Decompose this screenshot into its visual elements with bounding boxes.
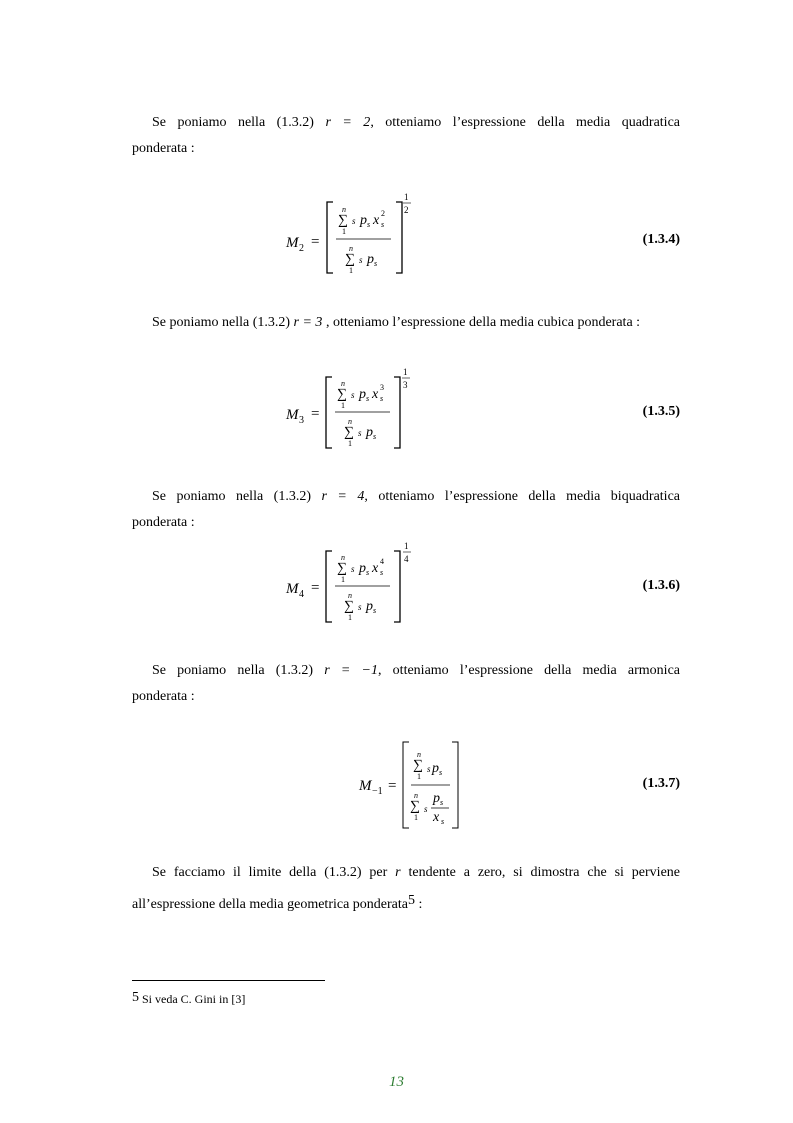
svg-text:p: p bbox=[359, 387, 366, 402]
svg-text:=: = bbox=[311, 580, 320, 596]
svg-text:p: p bbox=[366, 425, 373, 440]
svg-text:∑: ∑ bbox=[413, 758, 423, 773]
svg-text:1: 1 bbox=[341, 575, 345, 584]
inline-math: r = 3 bbox=[293, 315, 323, 330]
footnote-mark: 5 bbox=[132, 990, 139, 1005]
footnote bbox=[132, 990, 245, 1007]
svg-text:n: n bbox=[341, 553, 345, 562]
paragraph-quadratic-cont: ponderata : bbox=[132, 141, 195, 156]
inline-math: r = 2 bbox=[325, 115, 371, 130]
svg-text:n: n bbox=[348, 417, 352, 426]
svg-text:=: = bbox=[388, 778, 397, 794]
svg-text:2: 2 bbox=[404, 205, 409, 215]
svg-text:p: p bbox=[366, 599, 373, 614]
svg-text:s: s bbox=[424, 804, 428, 814]
svg-text:1: 1 bbox=[404, 541, 409, 551]
svg-text:p: p bbox=[367, 252, 374, 267]
svg-text:1: 1 bbox=[403, 367, 408, 377]
svg-text:x: x bbox=[372, 387, 379, 402]
svg-text:x: x bbox=[433, 810, 440, 825]
svg-text:s: s bbox=[427, 764, 431, 774]
svg-text:s: s bbox=[439, 768, 443, 777]
svg-text:M: M bbox=[286, 407, 299, 423]
equation-1-3-5 bbox=[0, 366, 793, 456]
formula-m3 bbox=[280, 366, 420, 456]
formula-m2 bbox=[280, 190, 420, 280]
svg-text:1: 1 bbox=[348, 439, 352, 448]
svg-text:s: s bbox=[352, 216, 356, 226]
svg-text:n: n bbox=[342, 205, 346, 214]
svg-text:4: 4 bbox=[299, 589, 304, 600]
svg-text:2: 2 bbox=[381, 209, 385, 218]
svg-text:∑: ∑ bbox=[344, 425, 354, 440]
svg-text:1: 1 bbox=[417, 772, 421, 781]
equation-1-3-6 bbox=[0, 540, 793, 630]
svg-text:=: = bbox=[311, 234, 320, 250]
svg-text:M: M bbox=[286, 581, 299, 597]
paragraph-quadratic: Se poniamo nella (1.3.2) r = 2, otteniamo l’espressione della media quadratica bbox=[152, 115, 680, 130]
svg-text:s: s bbox=[373, 606, 377, 615]
inline-math: r = 4 bbox=[321, 489, 365, 504]
svg-text:2: 2 bbox=[299, 243, 304, 254]
svg-text:=: = bbox=[311, 406, 320, 422]
equation-1-3-7 bbox=[0, 738, 793, 833]
paragraph-geometric-cont: all’espressione della media geometrica ponderata5 : bbox=[132, 893, 423, 912]
equation-number: (1.3.4) bbox=[642, 232, 680, 247]
svg-text:∑: ∑ bbox=[344, 599, 354, 614]
paragraph-cubic: Se poniamo nella (1.3.2) r = 3 , otteniamo l’espressione della media cubica ponderata : bbox=[152, 315, 641, 330]
svg-text:s: s bbox=[366, 568, 370, 577]
svg-text:1: 1 bbox=[414, 813, 418, 822]
svg-text:s: s bbox=[440, 798, 444, 807]
svg-text:1: 1 bbox=[348, 613, 352, 622]
svg-text:n: n bbox=[349, 244, 353, 253]
svg-text:n: n bbox=[414, 791, 418, 800]
equation-number: (1.3.6) bbox=[642, 578, 680, 593]
svg-text:∑: ∑ bbox=[410, 799, 420, 814]
svg-text:1: 1 bbox=[341, 401, 345, 410]
inline-math: r bbox=[395, 865, 401, 880]
svg-text:n: n bbox=[341, 379, 345, 388]
svg-text:−1: −1 bbox=[372, 786, 383, 797]
svg-text:∑: ∑ bbox=[345, 252, 355, 267]
svg-text:s: s bbox=[380, 568, 384, 577]
paragraph-biquadratic: Se poniamo nella (1.3.2) r = 4, otteniamo l’espressione della media biquadratica bbox=[152, 489, 680, 504]
equation-number: (1.3.7) bbox=[642, 776, 680, 791]
svg-text:∑: ∑ bbox=[337, 387, 347, 402]
svg-text:4: 4 bbox=[380, 557, 384, 566]
footnote-separator bbox=[132, 980, 325, 981]
svg-text:1: 1 bbox=[349, 266, 353, 275]
paragraph-harmonic: Se poniamo nella (1.3.2) r = −1, otteniamo l’espressione della media armonica bbox=[152, 663, 681, 678]
page-number: 13 bbox=[389, 1074, 404, 1090]
svg-text:M: M bbox=[359, 778, 372, 794]
svg-text:s: s bbox=[358, 602, 362, 612]
svg-text:4: 4 bbox=[404, 554, 409, 564]
svg-text:s: s bbox=[374, 259, 378, 268]
svg-text:1: 1 bbox=[342, 227, 346, 236]
svg-text:s: s bbox=[351, 564, 355, 574]
svg-text:3: 3 bbox=[403, 380, 408, 390]
svg-text:s: s bbox=[366, 394, 370, 403]
svg-text:s: s bbox=[359, 255, 363, 265]
paragraph-harmonic-cont: ponderata : bbox=[132, 689, 195, 704]
svg-text:x: x bbox=[373, 213, 380, 228]
formula-m4 bbox=[280, 540, 420, 630]
svg-text:p: p bbox=[433, 791, 440, 806]
svg-text:p: p bbox=[359, 561, 366, 576]
equation-number: (1.3.5) bbox=[642, 404, 680, 419]
svg-text:3: 3 bbox=[380, 383, 384, 392]
svg-text:s: s bbox=[380, 394, 384, 403]
svg-text:s: s bbox=[351, 390, 355, 400]
paragraph-biquadratic-cont: ponderata : bbox=[132, 515, 195, 530]
equation-1-3-4 bbox=[0, 190, 793, 280]
svg-text:n: n bbox=[417, 750, 421, 759]
svg-text:x: x bbox=[372, 561, 379, 576]
footnote-reference[interactable]: 5 bbox=[408, 893, 415, 908]
footnote-text: Si veda C. Gini in [3] bbox=[142, 992, 246, 1006]
formula-m-minus-1 bbox=[355, 738, 475, 833]
svg-text:∑: ∑ bbox=[337, 561, 347, 576]
svg-text:n: n bbox=[348, 591, 352, 600]
inline-math: r = −1 bbox=[324, 663, 378, 678]
svg-text:s: s bbox=[381, 220, 385, 229]
svg-text:1: 1 bbox=[404, 192, 409, 202]
svg-text:3: 3 bbox=[299, 415, 304, 426]
svg-text:s: s bbox=[358, 428, 362, 438]
svg-text:s: s bbox=[441, 817, 445, 826]
svg-text:∑: ∑ bbox=[338, 213, 348, 228]
svg-text:M: M bbox=[286, 235, 299, 251]
svg-text:s: s bbox=[373, 432, 377, 441]
paragraph-geometric: Se facciamo il limite della (1.3.2) per r tendente a zero, si dimostra che si perviene bbox=[152, 865, 680, 880]
svg-text:s: s bbox=[367, 220, 371, 229]
svg-text:p: p bbox=[360, 213, 367, 228]
svg-text:p: p bbox=[432, 761, 439, 776]
